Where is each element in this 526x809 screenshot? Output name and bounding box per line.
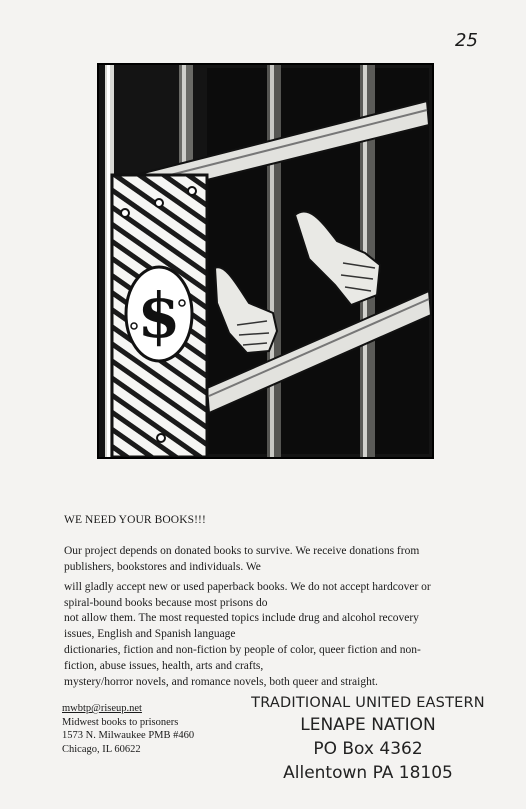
body-line: Our project depends on donated books to survive. We receive donations from: [64, 545, 420, 557]
stamp-line-2: LENAPE NATION: [300, 715, 436, 735]
street-address: 1573 N. Milwaukee PMB #460: [62, 730, 195, 741]
body-line: will gladly accept new or used paperback books. We do not accept hardcover or: [64, 581, 431, 593]
stamp-line-1: TRADITIONAL UNITED EASTERN: [251, 695, 485, 711]
email-link[interactable]: mwbtp@riseup.net: [62, 703, 142, 714]
contact-address: [62, 702, 194, 756]
organization-name: Midwest books to prisoners: [62, 716, 179, 728]
body-line: dictionaries, fiction and non-fiction by people of color, queer fiction and non-: [64, 644, 421, 656]
dollar-sign-symbol: $: [137, 279, 181, 352]
prison-bars-illustration: [97, 63, 434, 459]
body-line: publishers, bookstores and individuals. We: [64, 561, 261, 573]
heading: WE NEED YOUR BOOKS!!!: [64, 514, 206, 526]
body-line: issues, English and Spanish language: [64, 628, 236, 640]
city-state-zip: Chicago, IL 60622: [62, 743, 141, 755]
body-line: mystery/horror novels, and romance novels, both queer and straight.: [64, 676, 378, 688]
body-line: spiral-bound books because most prisons do: [64, 597, 268, 609]
address-stamp: [248, 695, 488, 783]
body-line: fiction, abuse issues, health, arts and crafts,: [64, 660, 264, 672]
body-line: not allow them. The most requested topics include drug and alcohol recovery: [64, 612, 419, 624]
page-number: 25: [455, 30, 478, 51]
stamp-line-4: Allentown PA 18105: [283, 763, 453, 783]
stamp-line-3: PO Box 4362: [313, 739, 423, 759]
